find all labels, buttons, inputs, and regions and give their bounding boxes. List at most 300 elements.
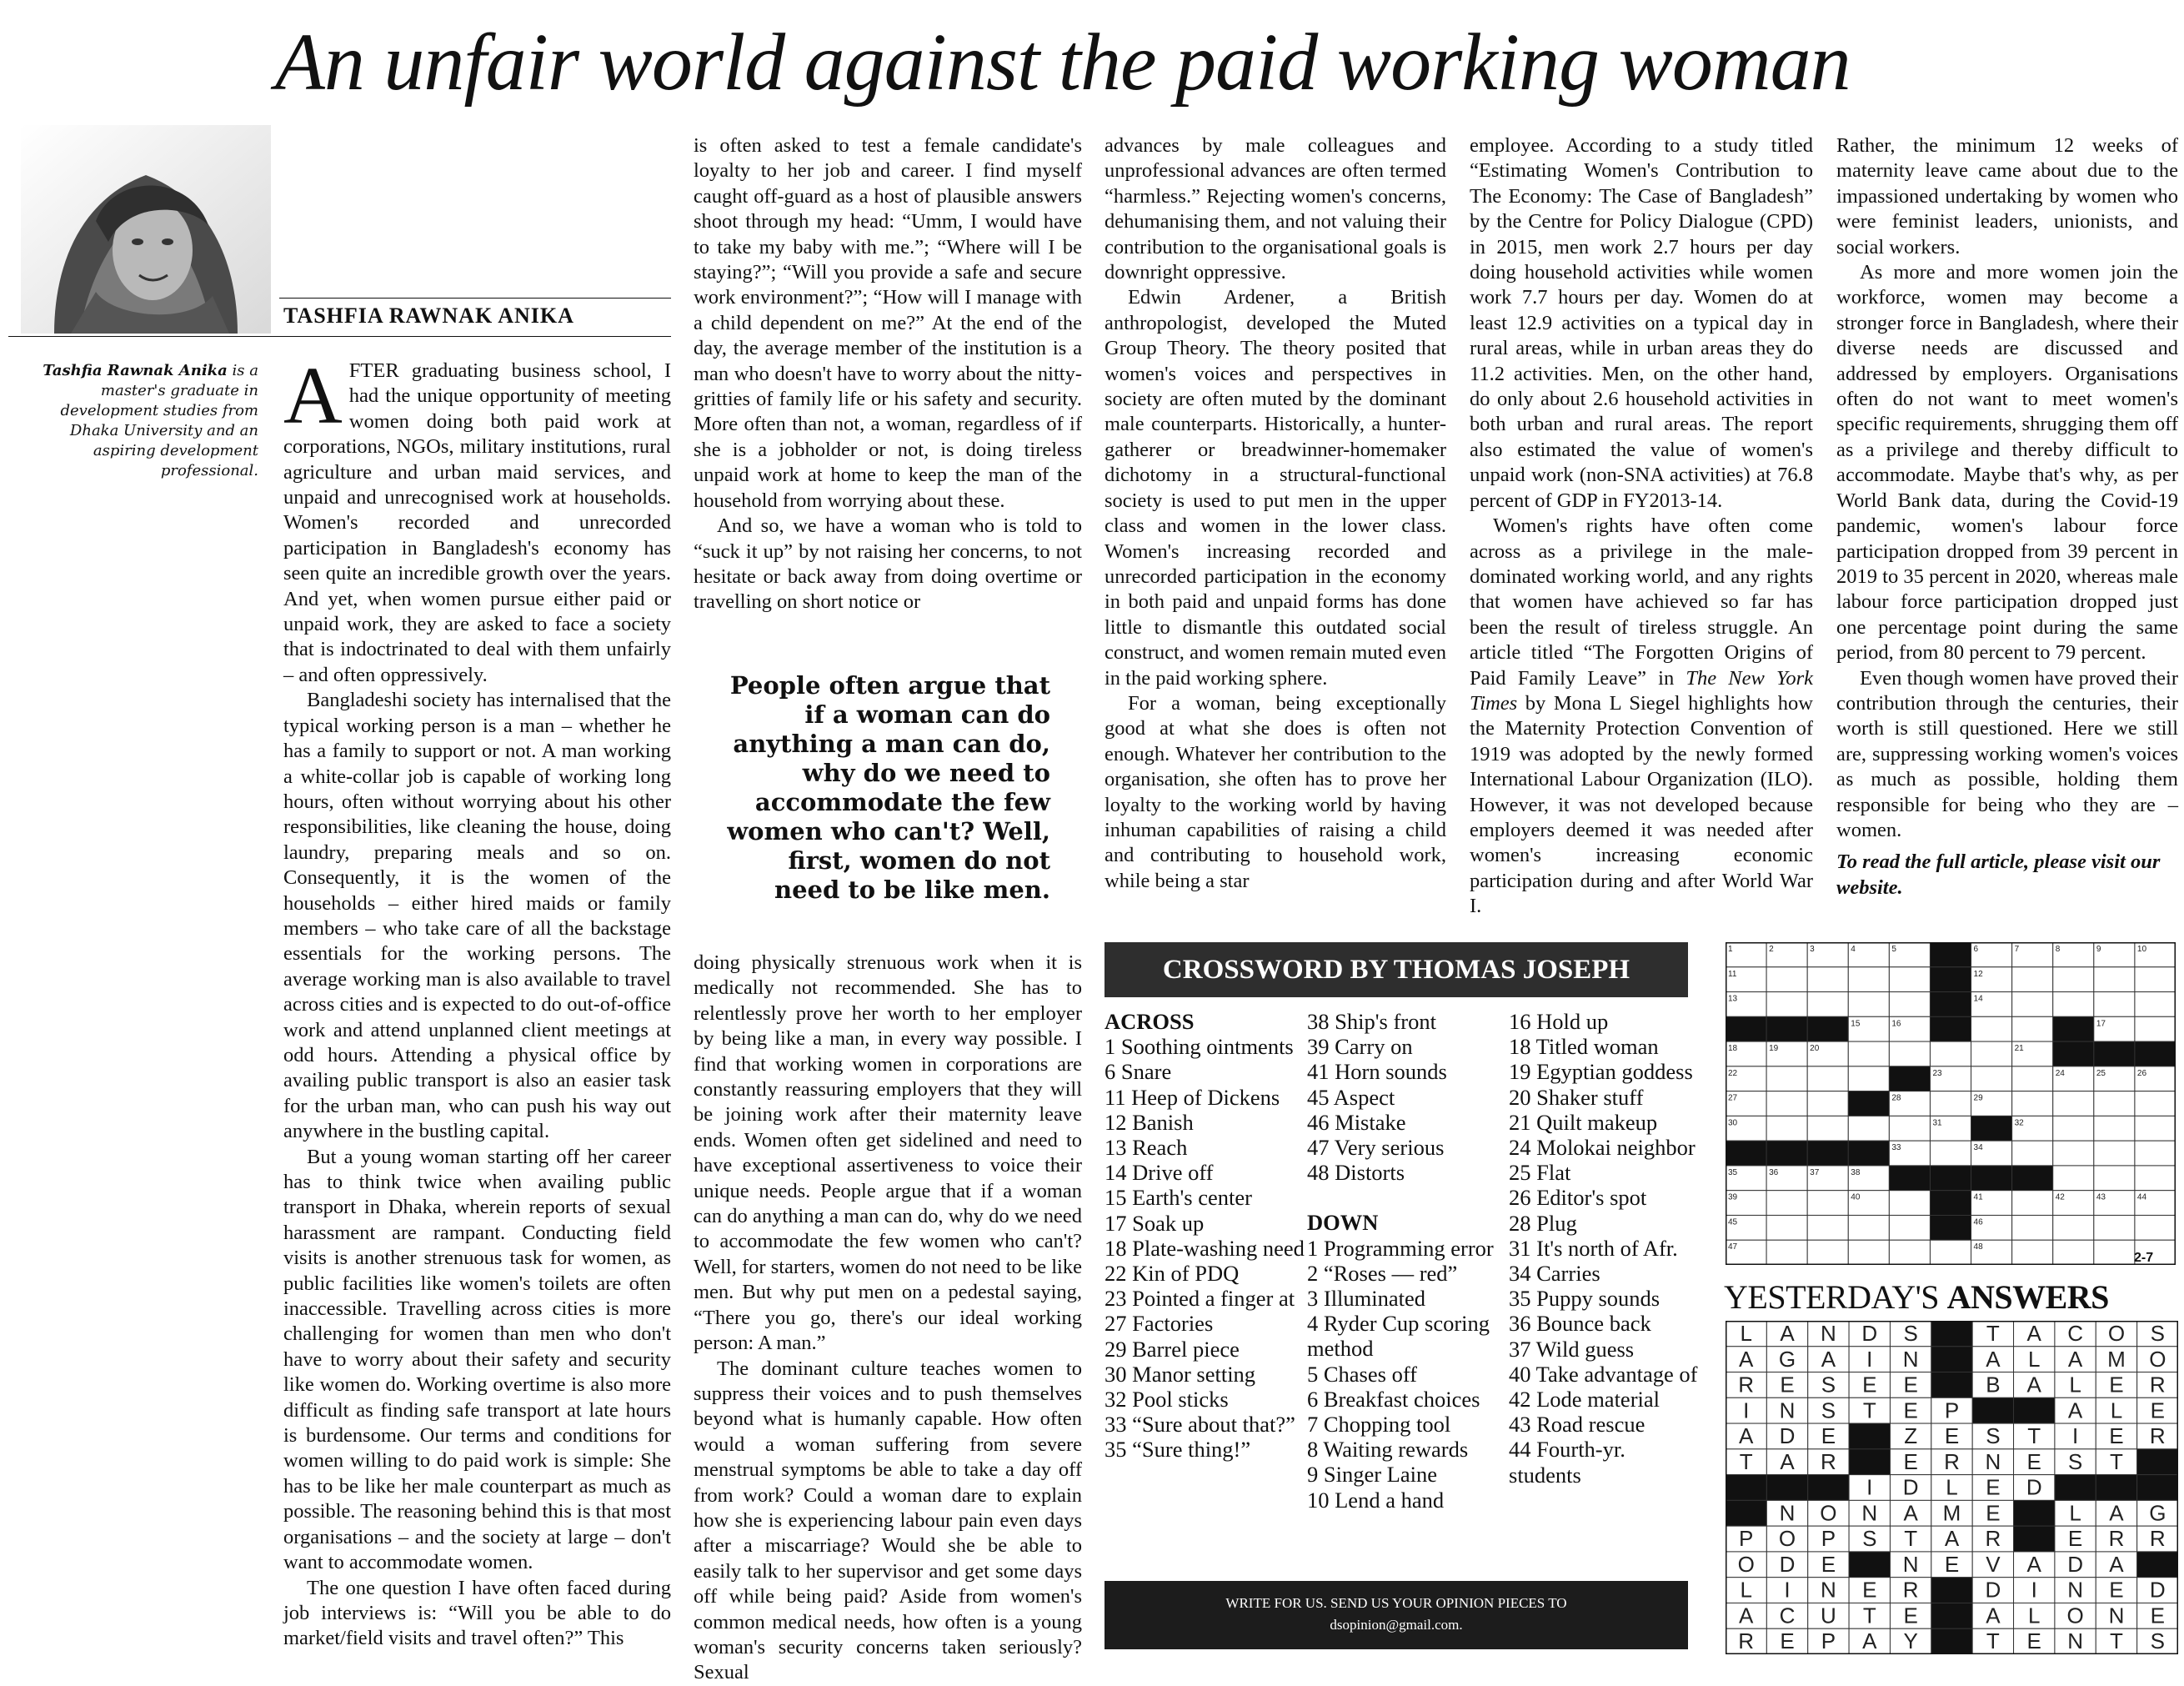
clue: 4 Ryder Cup scoring method xyxy=(1307,1311,1490,1362)
clue: 12 Banish xyxy=(1105,1109,1194,1135)
answer-cell xyxy=(2055,1475,2096,1501)
grid-cell xyxy=(1766,1191,1807,1216)
answers-grid xyxy=(1726,1321,2178,1654)
paragraph: employee. According to a study titled “Estimating Women's Contribution to The Economy: The Case of Bangladesh” by the Centre for Policy Dialogue (CPD) in 2015, men work 2.7 hours per day doing household activities while women work 7.7 hours per day. Women do at least 12.9 activities on a typical day in rural areas, while in urban areas they do 11.2 activities. Men, on the other hand, do only about 2.6 household activities in both urban and rural areas. The report also estimated the value of women's unpaid work (non-SNA activities) at 76.8 percent of GDP in FY2013-14. xyxy=(1470,134,1813,512)
cell-number: 14 xyxy=(1973,994,1983,1004)
clue: 36 Bounce back xyxy=(1509,1311,1651,1337)
cell-number: 19 xyxy=(1769,1044,1779,1054)
grid-cell xyxy=(2012,1091,2053,1116)
clue: 34 Carries xyxy=(1509,1261,1600,1287)
paragraph: AFTER graduating business school, I had the unique opportunity of meeting women doing both paid work at corporations, NGOs, military institutions, rural agriculture and urban maid services, and unpaid and unrecognised work at households. Women's recorded and unrecorded participation in Bangladesh's economy has seen quite an incredible growth over the years. And yet, when women pursue either paid or unpaid work, they are asked to face a society that is indoctrinated to deal with them unfairly – and often oppressively. xyxy=(283,351,671,686)
grid-cell xyxy=(1726,1141,1766,1166)
clue: 46 Mistake xyxy=(1307,1109,1406,1135)
answer-letter: S xyxy=(1862,1526,1877,1552)
answer-letter: E xyxy=(1821,1423,1836,1449)
grid-cell xyxy=(1930,1016,1971,1041)
grid-cell xyxy=(1889,1041,1930,1066)
cell-number: 22 xyxy=(1728,1068,1738,1078)
answer-letter: P xyxy=(1739,1526,1754,1552)
answer-letter: D xyxy=(2026,1474,2042,1500)
cell-number: 21 xyxy=(2014,1044,2024,1054)
cell-number: 31 xyxy=(1932,1118,1942,1128)
grid-cell xyxy=(2012,1215,2053,1240)
answer-letter: E xyxy=(2150,1397,2165,1423)
answer-letter: E xyxy=(2109,1372,2124,1397)
answer-letter: S xyxy=(1821,1372,1836,1397)
cell-number: 24 xyxy=(2055,1068,2065,1078)
clue-column-2 xyxy=(1307,1009,1499,1513)
cell-number: 36 xyxy=(1769,1167,1779,1177)
grid-cell xyxy=(2135,1215,2176,1240)
grid-cell xyxy=(1889,967,1930,992)
drop-cap: A xyxy=(283,351,343,441)
answer-letter: L xyxy=(2069,1372,2081,1397)
cell-number: 5 xyxy=(1891,945,1896,954)
grid-cell xyxy=(2053,992,2094,1017)
paragraph: doing physically strenuous work when it is medically not recommended. She has to relentlessly prove her worth to her employer by being like a man, in every way possible. I find that working women in corporations are constantly reassuring employers that they will be joining work after their maternity leave ends. Women often get sidelined and need to have exceptional assertiveness to voice their unique needs. People argue that if a woman can do anything a man can do, why do we need to accommodate the few women who can't? Well, for starters, women do not need to be like men. But why put men on a pedestal saying, “There you go, there's our ideal working person: A man.” xyxy=(694,951,1082,1355)
grid-cell xyxy=(2135,1166,2176,1191)
clue: 35 “Sure thing!” xyxy=(1105,1437,1251,1463)
answer-cell xyxy=(2014,1526,2055,1552)
grid-cell xyxy=(2053,1091,2094,1116)
cell-number: 35 xyxy=(1728,1167,1738,1177)
answer-letter: I xyxy=(2031,1577,2037,1603)
grid-cell xyxy=(1807,967,1848,992)
answer-letter: A xyxy=(1739,1603,1754,1628)
answer-letter: N xyxy=(2067,1577,2083,1603)
cell-number: 47 xyxy=(1728,1242,1738,1252)
cell-number: 11 xyxy=(1728,969,1737,979)
answer-cell xyxy=(2014,1500,2055,1526)
grid-cell xyxy=(1889,1116,1930,1141)
answer-letter: N xyxy=(1902,1346,1919,1372)
answer-letter: S xyxy=(1821,1397,1836,1423)
grid-cell xyxy=(2135,1091,2176,1116)
byline-rule xyxy=(8,336,671,337)
answer-letter: N xyxy=(1985,1448,2001,1474)
cell-number: 32 xyxy=(2014,1118,2024,1128)
paragraph: is often asked to test a female candidate's loyalty to her job and career. I find myself caught off-guard as a host of plausible answers shoot through my head: “Umm, I would have to take my baby with me.”; “Where will I be staying?”; “Will you provide a safe and secure work environment?”; “How will I manage with a child dependent on me?” At the end of the day, the average member of the institution is a man who doesn't have to worry about the nitty-gritties of family life or his safety and security. More often than not, a woman, regardless of if she is a jobholder or not, is doing tireless unpaid work at home to keep the man of the household from worrying about these. xyxy=(694,134,1082,512)
clue: 1 Programming error xyxy=(1307,1235,1494,1261)
grid-cell xyxy=(1848,1240,1889,1265)
answer-cell xyxy=(2137,1449,2178,1475)
grid-cell xyxy=(1930,1215,1971,1240)
answer-letter: O xyxy=(1820,1500,1837,1526)
answer-letter: R xyxy=(2108,1526,2125,1552)
cell-number: 38 xyxy=(1851,1167,1861,1177)
grid-cell xyxy=(1889,1166,1930,1191)
grid-cell xyxy=(2012,1141,2053,1166)
answer-letter: I xyxy=(1784,1577,1791,1603)
answer-letter: Z xyxy=(1904,1423,1918,1449)
article-column-2-top xyxy=(694,133,1082,615)
grid-cell xyxy=(1848,1116,1889,1141)
grid-cell xyxy=(1889,1215,1930,1240)
grid-cell xyxy=(2094,992,2135,1017)
answer-letter: C xyxy=(1779,1603,1796,1628)
grid-cell xyxy=(2135,1016,2176,1041)
clue: 43 Road rescue xyxy=(1509,1412,1646,1438)
answer-letter: U xyxy=(1821,1603,1836,1628)
cell-number: 39 xyxy=(1728,1192,1738,1202)
grid-cell xyxy=(1930,967,1971,992)
answer-letter: A xyxy=(1780,1321,1795,1346)
clue: 25 Flat xyxy=(1509,1160,1571,1186)
grid-cell xyxy=(1807,1091,1848,1116)
grid-cell xyxy=(1889,1240,1930,1265)
grid-cell xyxy=(2053,967,2094,992)
answer-letter: E xyxy=(1821,1551,1836,1577)
answer-letter: S xyxy=(1903,1321,1918,1346)
answer-letter: L xyxy=(2110,1397,2123,1423)
answer-letter: N xyxy=(1861,1500,1878,1526)
answer-letter: V xyxy=(1986,1551,2001,1577)
grid-cell xyxy=(2094,1141,2135,1166)
author-bio xyxy=(33,361,258,481)
answer-letter: E xyxy=(1780,1372,1795,1397)
answer-letter: B xyxy=(1986,1372,2001,1397)
clue: 26 Editor's spot xyxy=(1509,1185,1647,1211)
grid-cell xyxy=(1807,1066,1848,1091)
cell-number: 30 xyxy=(1728,1118,1738,1128)
cell-number: 43 xyxy=(2096,1192,2106,1202)
paragraph: And so, we have a woman who is told to “suck it up” by not raising her concerns, to not hesitate or back away from doing overtime or travelling on short notice or xyxy=(694,514,1082,614)
answer-letter: R xyxy=(2149,1423,2166,1449)
grid-cell xyxy=(1766,1091,1807,1116)
answer-letter: A xyxy=(1862,1628,1877,1654)
clue: 1 Soothing ointments xyxy=(1105,1034,1294,1060)
cell-number: 48 xyxy=(1973,1242,1983,1252)
grid-cell xyxy=(1930,1240,1971,1265)
answer-letter: T xyxy=(1739,1448,1753,1474)
answer-letter: S xyxy=(2150,1321,2165,1346)
answer-letter: A xyxy=(1903,1500,1918,1526)
answer-letter: N xyxy=(1821,1577,1836,1603)
answer-cell xyxy=(2014,1397,2055,1423)
grid-cell xyxy=(2053,1240,2094,1265)
clue: 22 Kin of PDQ xyxy=(1105,1261,1240,1287)
answer-cell xyxy=(1931,1347,1972,1372)
clue: 38 Ship's front xyxy=(1307,1009,1436,1034)
answer-letter: I xyxy=(2071,1423,2079,1449)
grid-cell xyxy=(2135,992,2176,1017)
clue: 39 Carry on xyxy=(1307,1034,1413,1060)
clue: 13 Reach xyxy=(1105,1135,1188,1161)
clue: 16 Hold up xyxy=(1509,1009,1609,1034)
answer-cell xyxy=(1849,1552,1890,1578)
answer-letter: P xyxy=(1821,1628,1836,1654)
answer-letter: M xyxy=(1942,1500,1961,1526)
answer-cell xyxy=(1849,1449,1890,1475)
clue: 5 Chases off xyxy=(1307,1361,1417,1387)
answer-letter: D xyxy=(1779,1551,1796,1577)
article-column-2-bottom xyxy=(694,951,1082,1686)
answer-letter: N xyxy=(1779,1500,1796,1526)
grid-cell xyxy=(2094,967,2135,992)
cell-number: 40 xyxy=(1851,1192,1861,1202)
clue: 6 Snare xyxy=(1105,1059,1172,1085)
grid-cell xyxy=(1930,1091,1971,1116)
answer-letter: E xyxy=(2026,1628,2041,1654)
answer-letter: T xyxy=(2027,1423,2041,1449)
answer-letter: E xyxy=(2109,1577,2124,1603)
answer-cell xyxy=(1726,1475,1766,1501)
answer-letter: E xyxy=(1986,1500,2001,1526)
answer-letter: D xyxy=(2067,1551,2083,1577)
answer-letter: G xyxy=(2149,1500,2166,1526)
clue: 29 Barrel piece xyxy=(1105,1336,1240,1362)
answer-letter: C xyxy=(2067,1321,2083,1346)
answer-letter: E xyxy=(2067,1526,2083,1552)
bio-name: Tashfia Rawnak Anika xyxy=(43,362,228,379)
answer-cell xyxy=(2137,1552,2178,1578)
cell-number: 15 xyxy=(1851,1019,1861,1029)
answer-cell xyxy=(1931,1372,1972,1398)
clue: 18 Plate-washing need xyxy=(1105,1235,1305,1261)
grid-cell xyxy=(1726,1016,1766,1041)
clue: 44 Fourth-yr. students xyxy=(1509,1437,1625,1488)
grid-cell xyxy=(2012,1016,2053,1041)
grid-cell xyxy=(2012,1166,2053,1191)
answer-letter: D xyxy=(1861,1321,1878,1346)
pull-quote: People often argue that if a woman can do anything a man can do, why do we need to accommodate the few women who can't? Well, first, women do not need to be like men. xyxy=(727,671,1050,904)
answer-letter: P xyxy=(1821,1526,1836,1552)
paragraph: Bangladeshi society has internalised that the typical working person is a man – whether he has a family to support or not. A man working a white-collar job is capable of working long hours, often without worrying about his other responsibilities, like cleaning the house, doing laundry, preparing meals and so on. Consequently, it is the women of the households – either hired maids or family members – who take care of all the backstage essentials for the working persons. The average working man is also available to travel across cities and is expected to do out-of-office work and attend unplanned client meetings at odd hours. Attending a physical office by availing public transport is also an easier task for the urban man, who can push his way out anywhere in the bustling capital. xyxy=(283,689,671,1143)
answer-letter: R xyxy=(1738,1372,1755,1397)
clue: 31 It's north of Afr. xyxy=(1509,1235,1678,1261)
article-column-3 xyxy=(1105,133,1446,894)
answer-letter: O xyxy=(2149,1346,2166,1372)
answer-letter: E xyxy=(1986,1474,2001,1500)
grid-cell xyxy=(1766,1215,1807,1240)
grid-cell xyxy=(2053,1041,2094,1066)
cell-number: 17 xyxy=(2096,1019,2106,1029)
answer-letter: A xyxy=(1944,1526,1960,1552)
paragraph: Rather, the minimum 12 weeks of maternity leave came about due to the impassioned undertaking by women who were feminist leaders, unionists, and social workers. xyxy=(1836,134,2178,258)
paragraph: Edwin Ardener, a British anthropologist, developed the Muted Group Theory. The theory posited that women's voices and perspectives in society are often muted by the dominant male counterparts. Historically, a hunter-gatherer or breadwinner-homemaker dichotomy in a structural-functional society is used to put men in the upper class and women in the lower class. Women's increasing recorded and unrecorded participation in the economy in both paid and unpaid forms has done little to dismantle this outdated social construct, and women remain muted even in the paid working sphere. xyxy=(1105,286,1446,690)
cell-number: 20 xyxy=(1810,1044,1820,1054)
cell-number: 34 xyxy=(1973,1143,1983,1153)
grid-cell xyxy=(1848,1041,1889,1066)
clue: 10 Lend a hand xyxy=(1307,1487,1445,1513)
answer-letter: L xyxy=(2027,1346,2041,1372)
article-column-5 xyxy=(1836,133,2178,901)
answer-letter: T xyxy=(1986,1321,2000,1346)
grid-cell xyxy=(2094,1215,2135,1240)
grid-cell xyxy=(1766,992,1807,1017)
cell-number: 26 xyxy=(2136,1068,2147,1078)
answer-cell xyxy=(2096,1475,2136,1501)
answer-cell xyxy=(1931,1628,1972,1654)
grid-cell xyxy=(1807,1141,1848,1166)
clue: 23 Pointed a finger at xyxy=(1105,1286,1295,1312)
answer-letter: A xyxy=(2067,1346,2083,1372)
answer-letter: O xyxy=(2066,1603,2084,1628)
grid-cell xyxy=(1848,1215,1889,1240)
clue: 11 Heep of Dickens xyxy=(1105,1084,1280,1110)
answer-letter: T xyxy=(1904,1526,1918,1552)
paragraph: As more and more women join the workforce, women may become a stronger force in Bangladesh, where their diverse needs are discussed and addressed by employers. Organisations often do not want to meet women's specific requirements, shrugging them off as a privilege and thereby difficult to accommodate. Maybe that's why, as per World Bank data, during the Covid-19 pandemic, women's labour force participation dropped from 39 percent in 2019 to 35 percent in 2020, whereas male labour force participation dropped just one percentage point during the same period, from 80 percent to 79 percent. xyxy=(1836,261,2178,665)
answer-letter: L xyxy=(1946,1474,1958,1500)
grid-cell xyxy=(2094,1091,2135,1116)
answer-letter: D xyxy=(1779,1423,1796,1449)
answer-letter: R xyxy=(1985,1526,2001,1552)
clue: 21 Quilt makeup xyxy=(1509,1109,1658,1135)
answer-letter: R xyxy=(1821,1448,1836,1474)
paragraph: The one question I have often faced during job interviews is: “Will you be able to do market/field visits and travel often?” This xyxy=(283,1576,671,1650)
grid-cell xyxy=(1766,1141,1807,1166)
cell-number: 25 xyxy=(2096,1068,2106,1078)
cell-number: 45 xyxy=(1728,1217,1738,1227)
grid-cell xyxy=(1766,967,1807,992)
grid-cell xyxy=(2135,967,2176,992)
across-heading: ACROSS xyxy=(1105,1009,1195,1034)
answer-letter: R xyxy=(2149,1372,2166,1397)
cell-number: 46 xyxy=(1973,1217,1983,1227)
answer-letter: N xyxy=(2108,1603,2125,1628)
answer-letter: E xyxy=(2026,1448,2041,1474)
cell-number: 28 xyxy=(1891,1093,1901,1103)
clue: 15 Earth's center xyxy=(1105,1185,1252,1211)
answer-letter: A xyxy=(2026,1321,2041,1346)
footer-line: WRITE FOR US. SEND US YOUR OPINION PIECES TO xyxy=(1225,1595,1567,1611)
paragraph: advances by male colleagues and unprofessional advances are often termed “harmless.” Rejecting women's concerns, dehumanising them, and not valuing their contribution to the organisational goals is downright oppressive. xyxy=(1105,134,1446,284)
answer-letter: E xyxy=(1944,1423,1960,1449)
answer-letter: E xyxy=(2109,1423,2124,1449)
grid-cell xyxy=(1889,1066,1930,1091)
answer-letter: T xyxy=(1862,1397,1876,1423)
answer-letter: A xyxy=(1986,1603,2001,1628)
clue: 18 Titled woman xyxy=(1509,1034,1659,1060)
bio-text: is a master's graduate in development studies from Dhaka University and an aspiring development professional. xyxy=(60,362,258,479)
grid-cell xyxy=(1766,1066,1807,1091)
paragraph: Women's rights have often come across as a privilege in the male-dominated working world, and any rights that women have achieved so far has been the result of tireless struggle. An article titled “The Forgotten Origins of Paid Family Leave” in The New York Times by Mona L Siegel highlights how the Maternity Protection Convention of 1919 was adopted by the newly formed International Labour Organization (ILO). However, it was not developed because employers deemed it was needed after women's increasing economic participation during and after World War I. xyxy=(1470,514,1814,918)
grid-cell xyxy=(1889,992,1930,1017)
grid-cell xyxy=(1848,1091,1889,1116)
grid-cell xyxy=(1930,1166,1971,1191)
answer-letter: E xyxy=(2150,1603,2165,1628)
grid-cell xyxy=(2135,1041,2176,1066)
grid-cell xyxy=(2094,1240,2135,1265)
answer-letter: T xyxy=(1862,1603,1876,1628)
answer-letter: D xyxy=(1985,1577,2001,1603)
answer-letter: A xyxy=(2109,1500,2124,1526)
headline: An unfair world against the paid working woman xyxy=(275,18,1851,108)
answer-cell xyxy=(1849,1423,1890,1449)
grid-cell xyxy=(2053,1166,2094,1191)
answer-letter: G xyxy=(1778,1346,1796,1372)
clue: 42 Lode material xyxy=(1509,1387,1661,1413)
answer-letter: R xyxy=(1738,1628,1755,1654)
byline: TASHFIA RAWNAK ANIKA xyxy=(283,304,574,328)
grid-cell xyxy=(2053,1116,2094,1141)
answer-cell xyxy=(1808,1475,1849,1501)
answer-letter: A xyxy=(2026,1372,2041,1397)
grid-cell xyxy=(2053,1016,2094,1041)
answer-letter: E xyxy=(1903,1448,1918,1474)
answer-cell xyxy=(1766,1475,1807,1501)
answer-letter: E xyxy=(1780,1628,1795,1654)
answer-letter: S xyxy=(2150,1628,2165,1654)
clue: 9 Singer Laine xyxy=(1307,1462,1438,1488)
grid-cell xyxy=(2135,1116,2176,1141)
author-photo xyxy=(21,125,271,334)
grid-cell xyxy=(1930,1191,1971,1216)
answer-letter: T xyxy=(2110,1628,2123,1654)
clue: 33 “Sure about that?” xyxy=(1105,1412,1295,1438)
crossword-title: CROSSWORD BY THOMAS JOSEPH xyxy=(1105,942,1688,997)
answer-letter: A xyxy=(2067,1397,2083,1423)
cell-number: 13 xyxy=(1728,994,1738,1004)
answer-letter: L xyxy=(2069,1500,2081,1526)
clue: 7 Chopping tool xyxy=(1307,1412,1451,1438)
clue: 30 Manor setting xyxy=(1105,1361,1256,1387)
clue: 27 Factories xyxy=(1105,1311,1214,1337)
clue: 47 Very serious xyxy=(1307,1135,1445,1161)
submission-footer xyxy=(1105,1581,1688,1649)
answer-letter: I xyxy=(1866,1346,1873,1372)
answer-letter: L xyxy=(2027,1603,2041,1628)
clue-column-3 xyxy=(1509,1009,1701,1488)
answer-letter: N xyxy=(1902,1551,1919,1577)
clue: 28 Plug xyxy=(1509,1210,1577,1236)
cell-number: 37 xyxy=(1810,1167,1820,1177)
grid-cell xyxy=(1807,1215,1848,1240)
paragraph: The dominant culture teaches women to suppress their voices and to push themselves beyond what is humanly capable. How often would a woman suffering from severe menstrual symptoms be able to take a day off from work? Could a woman dare to explain how she is experiencing labour pain even days after a miscarriage? Would she be able to easily talk to her supervisor and get some days off while being paid? Aside from women's common medical needs, how often is a young woman's security concerns taken seriously? Sexual xyxy=(694,1357,1082,1684)
answer-letter: N xyxy=(1779,1397,1796,1423)
cell-number: 16 xyxy=(1891,1019,1901,1029)
answer-letter: A xyxy=(1739,1423,1754,1449)
grid-cell xyxy=(1807,1240,1848,1265)
cell-number: 7 xyxy=(2014,945,2020,954)
answers-title: YESTERDAY'S ANSWERS xyxy=(1724,1278,2109,1316)
answer-letter: E xyxy=(1903,1397,1918,1423)
publication-title: The New York Times xyxy=(1470,666,1814,715)
answer-letter: E xyxy=(1944,1551,1960,1577)
grid-cell xyxy=(1766,1016,1807,1041)
paragraph: For a woman, being exceptionally good at what she does is often not enough. Whatever her contribution to the organisation, she often has to prove her loyalty to the working world by having inhuman capabilities of raising a child and contributing to household work, while being a star xyxy=(1105,691,1446,892)
grid-cell xyxy=(1971,1116,2012,1141)
answer-letter: A xyxy=(1986,1346,2001,1372)
answer-letter: L xyxy=(1740,1321,1752,1346)
answer-letter: I xyxy=(1866,1474,1873,1500)
grid-cell xyxy=(2053,1141,2094,1166)
clue: 6 Breakfast choices xyxy=(1307,1386,1480,1412)
footer-email: dsopinion@gmail.com. xyxy=(1330,1617,1463,1633)
grid-cell xyxy=(1848,1141,1889,1166)
answer-letter: A xyxy=(1821,1346,1836,1372)
clue: 45 Aspect xyxy=(1307,1084,1395,1110)
answer-letter: N xyxy=(2067,1628,2083,1654)
answer-letter: N xyxy=(1821,1321,1836,1346)
paragraph: But a young woman starting off her career has to think twice when availing public transport in Dhaka, wherein reports of sexual harassment are rampant. Conducting field visits is another strenuous task for women, as public facilities like women's toilets are often inaccessible. Travelling across cities is more challenging for women than men who don't have to worry about their safety and security like women do. Working overtime is also more difficult as finding safe transport at late hours is burdensome. Our terms and conditions for women willing to do paid work is simple: She has to be like her male counterpart as much as possible. The reasoning behind this is that most organisations – and the society at large – don't want to accommodate women. xyxy=(283,1145,672,1574)
answer-letter: E xyxy=(1903,1372,1918,1397)
answer-cell xyxy=(2137,1475,2178,1501)
grid-cell xyxy=(1971,1066,2012,1091)
answer-letter: T xyxy=(2110,1448,2123,1474)
grid-cell xyxy=(1807,992,1848,1017)
grid-cell xyxy=(2012,1240,2053,1265)
clue: 37 Wild guess xyxy=(1509,1336,1635,1362)
answer-letter: A xyxy=(2026,1551,2041,1577)
clue: 14 Drive off xyxy=(1105,1160,1214,1186)
answer-letter: O xyxy=(1778,1526,1796,1552)
answer-letter: S xyxy=(2067,1448,2083,1474)
clue: 40 Take advantage of xyxy=(1509,1361,1698,1387)
answer-letter: E xyxy=(1862,1372,1877,1397)
grid-cell xyxy=(1848,967,1889,992)
down-heading: DOWN xyxy=(1307,1210,1379,1236)
